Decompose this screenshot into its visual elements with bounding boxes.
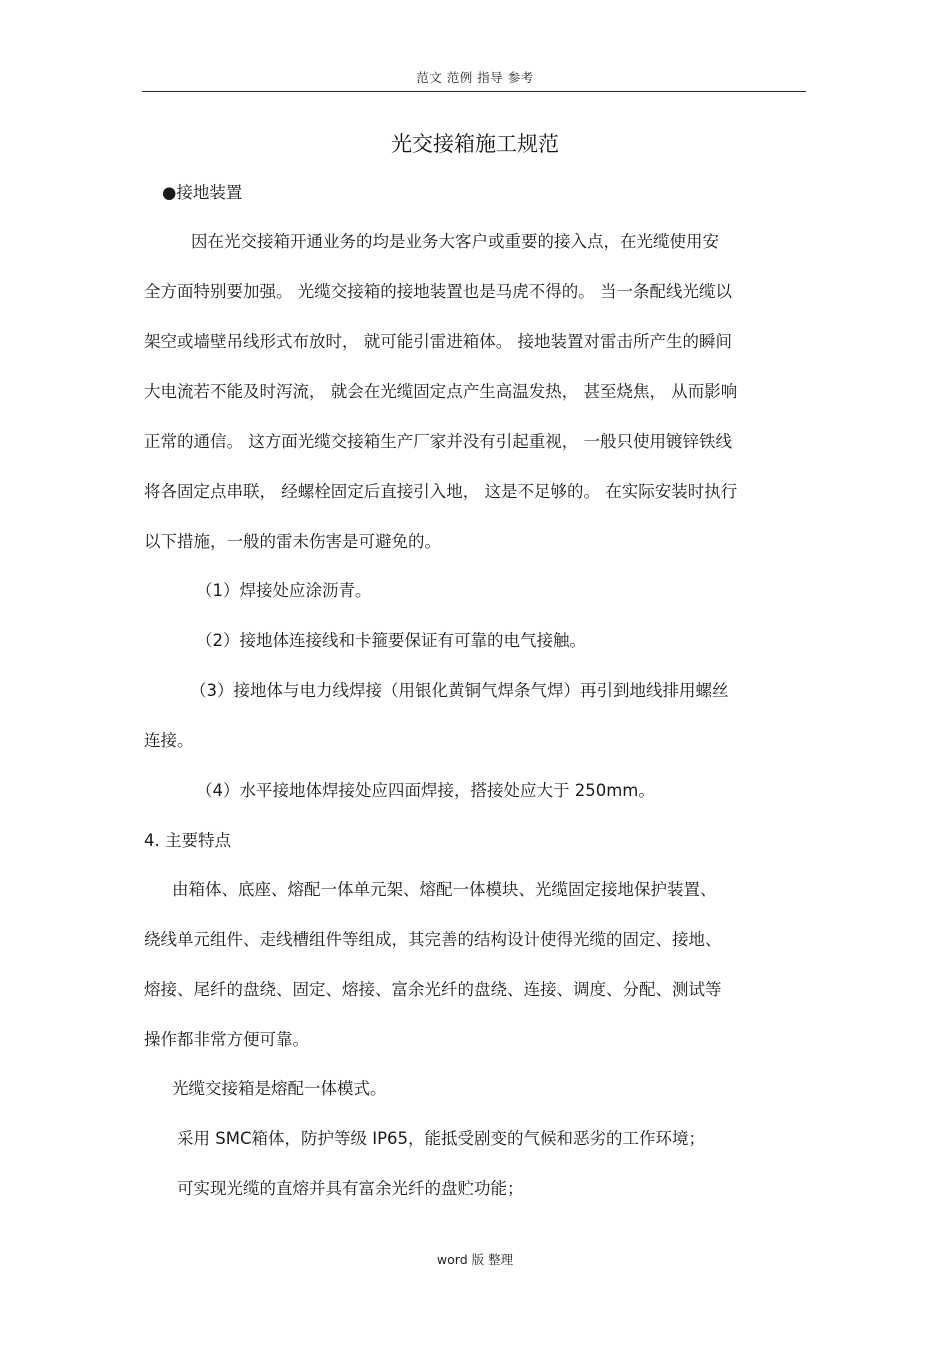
- list-item-continuation: 连接。: [144, 731, 194, 750]
- page-header: 范文 范例 指导 参考: [416, 70, 534, 85]
- document-title: 光交接箱施工规范: [391, 132, 559, 156]
- section-heading: 4. 主要特点: [144, 831, 231, 850]
- paragraph-line: 大电流若不能及时泻流， 就会在光缆固定点产生高温发热， 甚至烧焦， 从而影响: [144, 382, 738, 401]
- paragraph-line: 全方面特别要加强。 光缆交接箱的接地装置也是马虎不得的。 当一条配线光缆以: [144, 282, 732, 301]
- paragraph-line: 由箱体、底座、熔配一体单元架、熔配一体模块、光缆固定接地保护装置、: [172, 880, 717, 899]
- list-item: （3）接地体与电力线焊接（用银化黄铜气焊条气焊）再引到地线排用螺丝: [190, 681, 729, 700]
- header-divider: [142, 91, 806, 92]
- paragraph-line: 可实现光缆的直熔并具有富余光纤的盘贮功能；: [177, 1179, 524, 1198]
- list-item: （1）焊接处应涂沥青。: [196, 581, 372, 600]
- paragraph-line: 绕线单元组件、走线槽组件等组成，其完善的结构设计使得光缆的固定、接地、: [144, 930, 722, 949]
- paragraph-line: 以下措施，一般的雷未伤害是可避免的。: [144, 532, 441, 551]
- paragraph-line: 熔接、尾纤的盘绕、固定、熔接、富余光纤的盘绕、连接、调度、分配、测试等: [144, 980, 722, 999]
- paragraph-line: 采用 SMC箱体，防护等级 IP65，能抵受剧变的气候和恶劣的工作环境；: [177, 1129, 706, 1148]
- paragraph-line: 将各固定点串联， 经螺栓固定后直接引入地， 这是不足够的。 在实际安装时执行: [144, 482, 738, 501]
- paragraph-line: 因在光交接箱开通业务的均是业务大客户或重要的接入点，在光缆使用安: [191, 232, 719, 251]
- list-item: （4）水平接地体焊接处应四面焊接，搭接处应大于 250mm。: [196, 781, 655, 800]
- paragraph-line: 操作都非常方便可靠。: [144, 1030, 309, 1049]
- list-item: （2）接地体连接线和卡箍要保证有可靠的电气接触。: [196, 631, 586, 650]
- section-heading: ●接地装置: [162, 183, 243, 202]
- paragraph-line: 架空或墙壁吊线形式布放时， 就可能引雷进箱体。 接地装置对雷击所产生的瞬间: [144, 332, 732, 351]
- paragraph-line: 光缆交接箱是熔配一体模式。: [172, 1079, 387, 1098]
- paragraph-line: 正常的通信。 这方面光缆交接箱生产厂家并没有引起重视， 一般只使用镀锌铁线: [144, 432, 732, 451]
- page-footer: word 版 整理: [436, 1252, 514, 1267]
